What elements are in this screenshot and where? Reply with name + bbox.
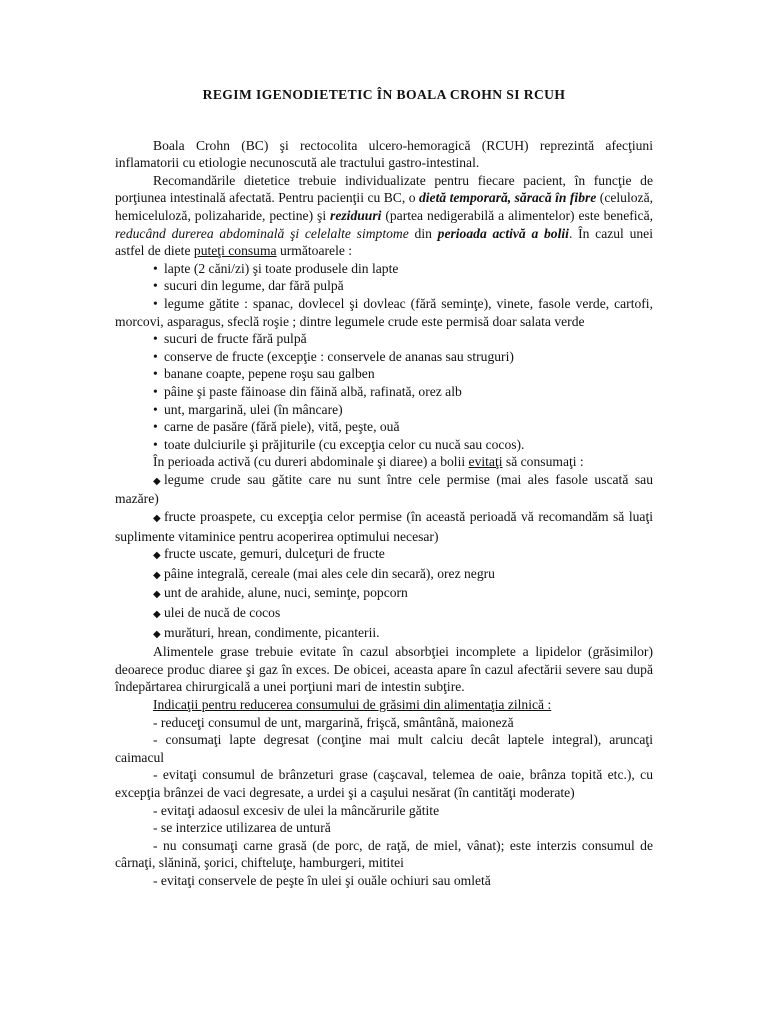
list-item: ◆ legume crude sau gătite care nu sunt între cele permise (mai ales fasole uscată sau mazăre) xyxy=(115,471,653,507)
list-item: • lapte (2 căni/zi) şi toate produsele din lapte xyxy=(153,260,399,276)
underlined-can-consume: puteţi consuma xyxy=(193,243,277,259)
list-item: - evitaţi conservele de peşte în ulei şi ouăle ochiuri sau omletă xyxy=(153,872,491,888)
list-item: • unt, margarină, ulei (în mâncare) xyxy=(153,401,343,417)
allowed-foods-list xyxy=(115,260,653,454)
bullet-icon: • xyxy=(153,419,158,435)
list-item: • sucuri din legume, dar fără pulpă xyxy=(153,278,344,294)
list-item: • banane coapte, pepene roşu sau galben xyxy=(153,366,375,382)
list-item: • legume gătite : spanac, dovlecel şi dovleac (fără seminţe), vinete, fasole verde, cartofi, morcovi, asparagus, sfeclă roşie ; dintre legumele crude este permisă doar salata verde xyxy=(115,295,653,329)
list-item: ◆ fructe uscate, gemuri, dulceţuri de fructe xyxy=(115,545,653,565)
fat-paragraph: Alimentele grase trebuie evitate în cazul absorbţiei incomplete a lipidelor (grăsimilor) deoarece produc diaree şi gaz în exces. De obicei, aceasta apare în cazul afectării severe sau după îndepărtarea chirurgicală a unei porţiuni mari de intestin subţire. xyxy=(115,644,653,695)
diamond-bullet-icon: ◆ xyxy=(153,569,161,581)
diamond-bullet-icon: ◆ xyxy=(153,475,161,487)
emphasis-diet: dietă temporară, săracă în fibre xyxy=(418,190,597,206)
emphasis-active-period: perioada activă a bolii xyxy=(437,225,569,241)
bullet-icon: • xyxy=(153,348,158,364)
diamond-bullet-icon: ◆ xyxy=(153,628,161,640)
document-title: REGIM IGENODIETETIC ÎN BOALA CROHN SI RCUH xyxy=(202,87,566,102)
emphasis-symptoms: reducând durerea abdominală şi celelalte simptome xyxy=(115,225,409,241)
list-item: - consumaţi lapte degresat (conţine mai mult calciu decât laptele integral), aruncaţi caimacul xyxy=(115,732,653,765)
list-item: • pâine şi paste făinoase din făină albă, rafinată, orez alb xyxy=(153,383,462,399)
fat-heading: Indicaţii pentru reducerea consumului de grăsimi din alimentaţia zilnică : xyxy=(153,697,552,712)
list-item: ◆ fructe proaspete, cu excepţia celor permise (în această perioadă vă recomandăm să luaţi suplimente vitaminice pentru acoperirea optimului necesar) xyxy=(115,509,653,544)
diamond-bullet-icon: ◆ xyxy=(153,589,161,601)
diamond-bullet-icon: ◆ xyxy=(153,550,161,562)
recommendations-paragraph: Recomandările dietetice trebuie individualizate pentru fiecare pacient, în funcţie de porţiunea intestinală afectată. Pentru pacienţii cu BC, o dietă temporară, săracă în fibre (celuloză, hemiceluloză, polizaharide, pectine) şi reziduuri (partea nedigerabilă a alimentelor) este benefică, reducând durerea abdominală şi celelalte simptome din perioada activă a bolii. În cazul unei astfel de diete puteţi consuma următoarele : xyxy=(115,172,653,259)
bullet-icon: • xyxy=(153,295,158,311)
fat-reduction-list xyxy=(115,714,653,890)
list-item: - nu consumaţi carne grasă (de porc, de raţă, de miel, vânat); este interzis consumul de cârnaţi, slănină, şorici, chifteluţe, hamburgeri, mititei xyxy=(115,837,653,871)
list-item: • conserve de fructe (excepţie : conservele de ananas sau struguri) xyxy=(153,348,514,364)
diamond-bullet-icon: ◆ xyxy=(153,609,161,621)
intro-paragraph: Boala Crohn (BC) şi rectocolita ulcero-hemoragică (RCUH) reprezintă afecţiuni inflamatorii cu etiologie necunoscută ale tractului gastro-intestinal. xyxy=(115,137,653,171)
diamond-bullet-icon: ◆ xyxy=(153,513,161,525)
list-item: - reduceţi consumul de unt, margarină, frişcă, smântână, maioneză xyxy=(153,714,514,730)
list-item: • sucuri de fructe fără pulpă xyxy=(153,331,307,347)
emphasis-residues: reziduuri xyxy=(330,207,382,223)
avoid-intro-paragraph: În perioada activă (cu dureri abdominale şi diaree) a bolii evitaţi să consumaţi : xyxy=(153,454,584,470)
bullet-icon: • xyxy=(153,436,158,452)
bullet-icon: • xyxy=(153,331,158,347)
list-item: ◆ murături, hrean, condimente, picanterii. xyxy=(115,624,653,644)
list-item: - evitaţi adaosul excesiv de ulei la mâncărurile gătite xyxy=(153,802,440,818)
bullet-icon: • xyxy=(153,401,158,417)
avoid-foods-list xyxy=(115,471,653,643)
list-item: • toate dulciurile şi prăjiturile (cu excepţia celor cu nucă sau cocos). xyxy=(153,436,525,452)
list-item: - se interzice utilizarea de untură xyxy=(153,820,331,836)
underlined-avoid: evitaţi xyxy=(468,454,503,470)
bullet-icon: • xyxy=(153,366,158,382)
list-item: - evitaţi consumul de brânzeturi grase (caşcaval, telemea de oaie, brânza topită etc.), cu excepţia brânzei de vaci degresate, a urdei şi a caşului nesărat (în cantităţi moderate) xyxy=(115,767,653,800)
bullet-icon: • xyxy=(153,383,158,399)
bullet-icon: • xyxy=(153,278,158,294)
bullet-icon: • xyxy=(153,260,158,276)
list-item: ◆ unt de arahide, alune, nuci, seminţe, popcorn xyxy=(115,584,653,604)
list-item: ◆ ulei de nucă de cocos xyxy=(115,604,653,624)
list-item: ◆ pâine integrală, cereale (mai ales cele din secară), orez negru xyxy=(115,565,653,585)
list-item: • carne de pasăre (fără piele), vită, peşte, ouă xyxy=(153,419,400,435)
